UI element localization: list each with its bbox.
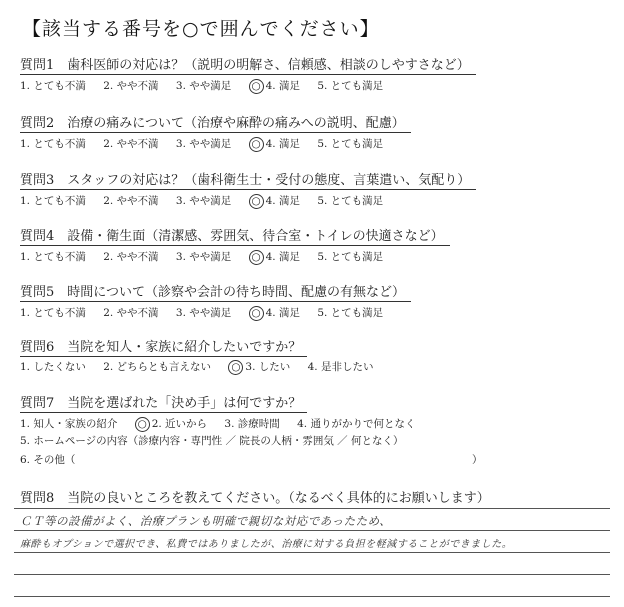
question-7-option-6-close: ） [472,454,483,466]
question-6-label: 質問6 当院を知人・家族に紹介したいですか？ [20,339,307,357]
question-3-options [20,194,397,209]
question-7-option-5[interactable]: 5. ホームページの内容（診療内容・専門性 ／ 院長の人柄・雰囲気 ／ 何となく） [20,435,404,447]
option[interactable]: 4. 是非したい [307,361,374,373]
option[interactable]: 3. やや満足 [175,138,232,150]
question-7-label: 質問7 当院を選ばれた「決め手」は何ですか？ [20,395,307,413]
option[interactable]: 1. とても不満 [20,138,86,150]
question-2-options [20,137,397,152]
option[interactable]: 5. とても満足 [317,195,384,207]
question-8-label: 質問8 当院の良いところを教えてください。（なるべく具体的にお願いします） [20,491,490,506]
option-selected[interactable]: ○ 3. したい [228,361,290,373]
option-selected[interactable]: ○ 4. 満足 [249,251,300,263]
option-selected[interactable]: ○ 4. 満足 [249,195,300,207]
selection-circle: ○ [249,137,264,152]
option[interactable]: 2. やや不満 [103,251,159,263]
question-5-label: 質問5 時間について（診察や会計の待ち時間、配慮の有無など） [20,284,411,302]
option[interactable]: 1. とても不満 [20,195,86,207]
option[interactable]: 1. とても不満 [20,251,86,263]
option-selected[interactable]: ○ 2. 近いから [135,418,207,430]
question-7-option-6[interactable]: 6. その他（ [20,454,76,466]
option[interactable]: 3. やや満足 [175,251,232,263]
option[interactable]: 3. やや満足 [175,307,232,319]
page-title: 【該当する番号を○で囲んでください】 [22,18,380,40]
question-1-label: 質問1 歯科医師の対応は？（説明の明解さ、信頼感、相談のしやすさなど） [20,57,476,75]
option[interactable]: 5. とても満足 [317,307,384,319]
option[interactable]: 5. とても満足 [317,138,384,150]
selection-circle: ○ [249,306,264,321]
answer-line [14,596,610,597]
option[interactable]: 1. したくない [20,361,86,373]
selection-circle: ○ [249,79,264,94]
selection-circle: ○ [135,417,150,432]
option[interactable]: 1. とても不満 [20,307,86,319]
question-6-options [20,360,387,375]
answer-line [14,574,610,575]
option[interactable]: 3. 診療時間 [224,418,280,430]
option[interactable]: 5. とても満足 [317,80,384,92]
option[interactable]: 4. 通りがかりで何となく [297,418,416,430]
answer-line [14,552,610,553]
option[interactable]: 3. やや満足 [175,195,232,207]
selection-circle: ○ [249,250,264,265]
question-3-label: 質問3 スタッフの対応は？（歯科衛生士・受付の態度、言葉遣い、気配り） [20,172,476,190]
option[interactable]: 1. とても不満 [20,80,86,92]
question-2-label: 質問2 治療の痛みについて（治療や麻酔の痛みへの説明、配慮） [20,115,411,133]
option[interactable]: 2. やや不満 [103,138,159,150]
selection-circle: ○ [228,360,243,375]
question-5-options [20,306,397,321]
selection-circle: ○ [249,194,264,209]
answer-text-line-1: ＣＴ等の設備がよく、治療プランも明確で親切な対応であったため、 [20,514,392,528]
answer-text-line-2: 麻酔もオプションで選択でき、私費ではありましたが、治療に対する負担を軽減することができました。 [20,539,513,550]
question-4-options [20,250,397,265]
option[interactable]: 5. とても満足 [317,251,384,263]
option[interactable]: 3. やや満足 [175,80,232,92]
option[interactable]: 2. やや不満 [103,195,159,207]
question-1-options [20,79,397,94]
option[interactable]: 2. どちらとも言えない [103,361,212,373]
answer-line [14,508,610,509]
question-7-options [20,417,429,432]
option[interactable]: 1. 知人・家族の紹介 [20,418,118,430]
option[interactable]: 2. やや不満 [103,80,159,92]
question-4-label: 質問4 設備・衛生面（清潔感、雰囲気、待合室・トイレの快適さなど） [20,228,450,246]
option-selected[interactable]: ○ 4. 満足 [249,80,300,92]
option[interactable]: 2. やや不満 [103,307,159,319]
option-selected[interactable]: ○ 4. 満足 [249,307,300,319]
answer-line [14,530,610,531]
option-selected[interactable]: ○ 4. 満足 [249,138,300,150]
